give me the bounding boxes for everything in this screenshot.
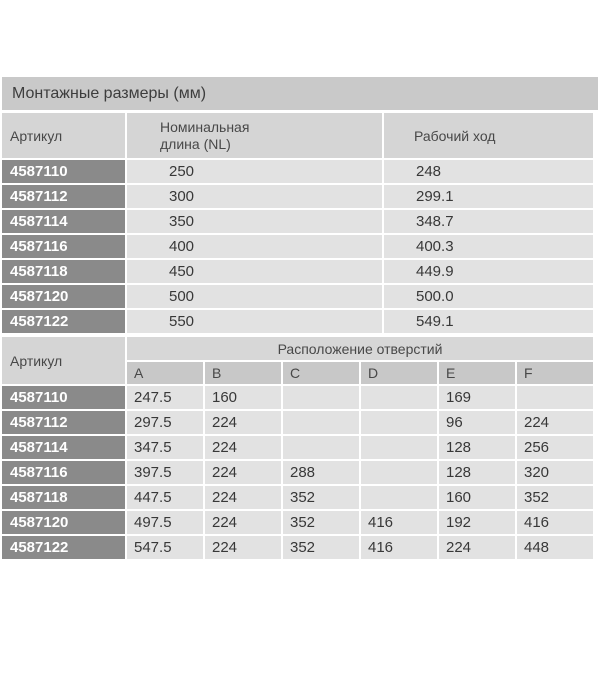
hole-c-cell: 352 [283, 511, 359, 534]
article-cell: 4587110 [2, 160, 125, 183]
table-row [2, 486, 593, 509]
column-header-article: Артикул [2, 337, 125, 384]
working-stroke-cell: 248 [384, 160, 593, 183]
nominal-length-cell: 300 [127, 185, 382, 208]
hole-c-cell: 288 [283, 461, 359, 484]
hole-d-cell: 416 [361, 511, 437, 534]
column-header-article: Артикул [2, 113, 125, 158]
working-stroke-cell: 449.9 [384, 260, 593, 283]
hole-d-cell: 416 [361, 536, 437, 559]
hole-f-cell [517, 386, 593, 409]
hole-a-cell: 497.5 [127, 511, 203, 534]
hole-f-cell: 320 [517, 461, 593, 484]
column-header-b: B [205, 362, 281, 384]
hole-e-cell: 160 [439, 486, 515, 509]
section-title-mounting-dimensions [2, 77, 598, 110]
table-row [2, 436, 593, 459]
hole-f-cell: 224 [517, 411, 593, 434]
hole-b-cell: 224 [205, 461, 281, 484]
nominal-length-cell: 500 [127, 285, 382, 308]
hole-a-cell: 447.5 [127, 486, 203, 509]
table-row [2, 461, 593, 484]
hole-f-cell: 352 [517, 486, 593, 509]
hole-b-cell: 224 [205, 436, 281, 459]
hole-d-cell [361, 411, 437, 434]
article-cell: 4587114 [2, 210, 125, 233]
working-stroke-cell: 500.0 [384, 285, 593, 308]
hole-e-cell: 128 [439, 436, 515, 459]
hole-a-cell: 547.5 [127, 536, 203, 559]
column-group-header-holes: Расположение отверстий [127, 337, 593, 360]
hole-d-cell [361, 436, 437, 459]
hole-e-cell: 128 [439, 461, 515, 484]
table-row [2, 185, 593, 208]
table-row [2, 285, 593, 308]
working-stroke-cell: 348.7 [384, 210, 593, 233]
hole-c-cell: 352 [283, 536, 359, 559]
hole-b-cell: 224 [205, 486, 281, 509]
article-cell: 4587122 [2, 310, 125, 333]
hole-f-cell: 448 [517, 536, 593, 559]
hole-e-cell: 224 [439, 536, 515, 559]
article-cell: 4587120 [2, 511, 125, 534]
hole-a-cell: 297.5 [127, 411, 203, 434]
holes-table-group-header-row [2, 337, 593, 360]
hole-c-cell [283, 436, 359, 459]
hole-b-cell: 160 [205, 386, 281, 409]
hole-a-cell: 347.5 [127, 436, 203, 459]
hole-b-cell: 224 [205, 411, 281, 434]
article-cell: 4587122 [2, 536, 125, 559]
working-stroke-cell: 549.1 [384, 310, 593, 333]
table-row [2, 386, 593, 409]
article-cell: 4587116 [2, 461, 125, 484]
table-row [2, 310, 593, 333]
hole-e-cell: 192 [439, 511, 515, 534]
article-cell: 4587118 [2, 260, 125, 283]
article-cell: 4587116 [2, 235, 125, 258]
table-row [2, 160, 593, 183]
hole-c-cell: 352 [283, 486, 359, 509]
column-header-f: F [517, 362, 593, 384]
hole-d-cell [361, 386, 437, 409]
hole-d-cell [361, 461, 437, 484]
section-title-label: Монтажные размеры (мм) [12, 84, 207, 102]
column-header-c: C [283, 362, 359, 384]
hole-f-cell: 256 [517, 436, 593, 459]
hole-b-cell: 224 [205, 536, 281, 559]
article-cell: 4587120 [2, 285, 125, 308]
working-stroke-cell: 299.1 [384, 185, 593, 208]
column-header-working-stroke: Рабочий ход [384, 113, 593, 158]
table-row [2, 411, 593, 434]
hole-a-cell: 397.5 [127, 461, 203, 484]
article-cell: 4587114 [2, 436, 125, 459]
nominal-length-cell: 450 [127, 260, 382, 283]
dimensions-table-header-row [2, 113, 593, 158]
column-header-d: D [361, 362, 437, 384]
hole-a-cell: 247.5 [127, 386, 203, 409]
article-cell: 4587112 [2, 411, 125, 434]
nominal-length-cell: 550 [127, 310, 382, 333]
article-cell: 4587110 [2, 386, 125, 409]
nominal-length-cell: 400 [127, 235, 382, 258]
table-row [2, 536, 593, 559]
column-header-nominal-length: Номинальная длина (NL) [127, 113, 382, 158]
column-header-e: E [439, 362, 515, 384]
column-header-a: A [127, 362, 203, 384]
holes-table [0, 335, 595, 561]
article-cell: 4587118 [2, 486, 125, 509]
table-row [2, 260, 593, 283]
nominal-length-cell: 250 [127, 160, 382, 183]
hole-d-cell [361, 486, 437, 509]
hole-b-cell: 224 [205, 511, 281, 534]
working-stroke-cell: 400.3 [384, 235, 593, 258]
nominal-length-cell: 350 [127, 210, 382, 233]
dimensions-table [0, 111, 595, 335]
hole-e-cell: 169 [439, 386, 515, 409]
hole-e-cell: 96 [439, 411, 515, 434]
table-row [2, 511, 593, 534]
table-row [2, 210, 593, 233]
table-row [2, 235, 593, 258]
hole-f-cell: 416 [517, 511, 593, 534]
hole-c-cell [283, 386, 359, 409]
hole-c-cell [283, 411, 359, 434]
article-cell: 4587112 [2, 185, 125, 208]
